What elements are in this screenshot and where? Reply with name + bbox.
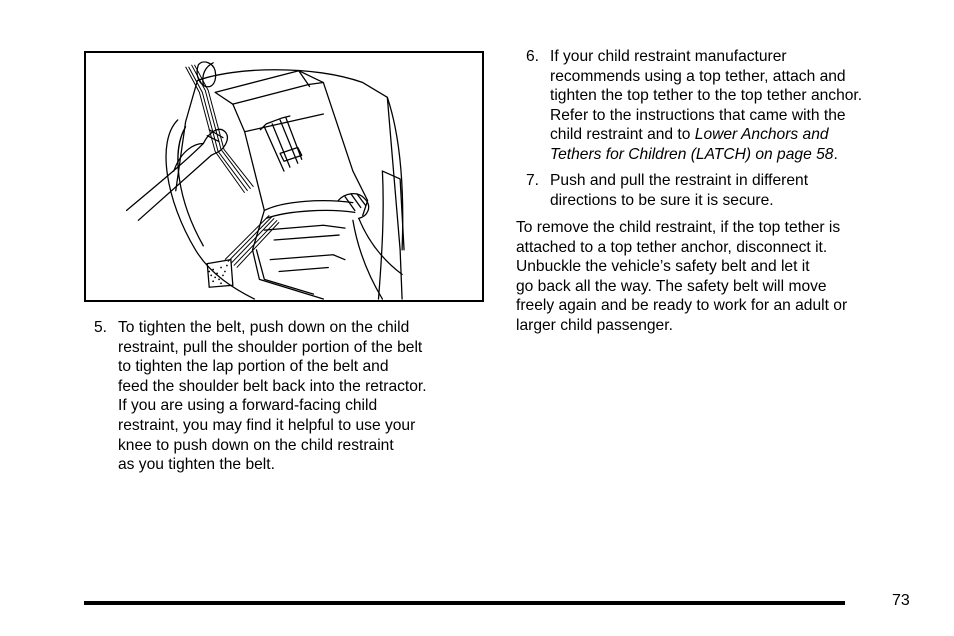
footer-rule <box>84 601 845 605</box>
step-7 <box>526 171 926 210</box>
step-7-number: 7. <box>526 172 540 189</box>
removal-paragraph: To remove the child restraint, if the top tether is attached to a top tether anchor, disconnect it. Unbuckle the vehicle’s safety belt and let it go back all the way. The safety belt will move freely again and be ready to work for an adult or larger child passenger. <box>516 219 848 334</box>
step-6-period: . <box>833 145 838 163</box>
step-6-text: If your child restraint manufacturer recommends using a top tether, attach and tighten the top tether to the top tether anchor. Refer to the instructions that came with the child restraint and to <box>550 48 863 144</box>
child-restraint-installation-illustration-icon <box>86 53 482 300</box>
step-7-text: Push and pull the restraint in different directions to be sure it is secure. <box>550 172 809 209</box>
latch-page-reference: Lower Anchors and Tethers for Children (LATCH) on page 58 <box>550 126 834 163</box>
step-5-text: To tighten the belt, push down on the child restraint, pull the shoulder portion of the belt to tighten the lap portion of the belt and feed the shoulder belt back into the retractor. If you are using a forward-facing child restraint, you may find it helpful to use your knee to push down on the child restraint as you tighten the belt. <box>118 319 427 474</box>
child-restraint-illustration <box>84 51 484 302</box>
step-6-number: 6. <box>526 48 540 65</box>
step-6-body <box>550 47 862 165</box>
step-5 <box>94 318 494 475</box>
step-6 <box>526 47 926 165</box>
step-5-number: 5. <box>94 319 108 336</box>
page-number: 73 <box>892 592 910 609</box>
